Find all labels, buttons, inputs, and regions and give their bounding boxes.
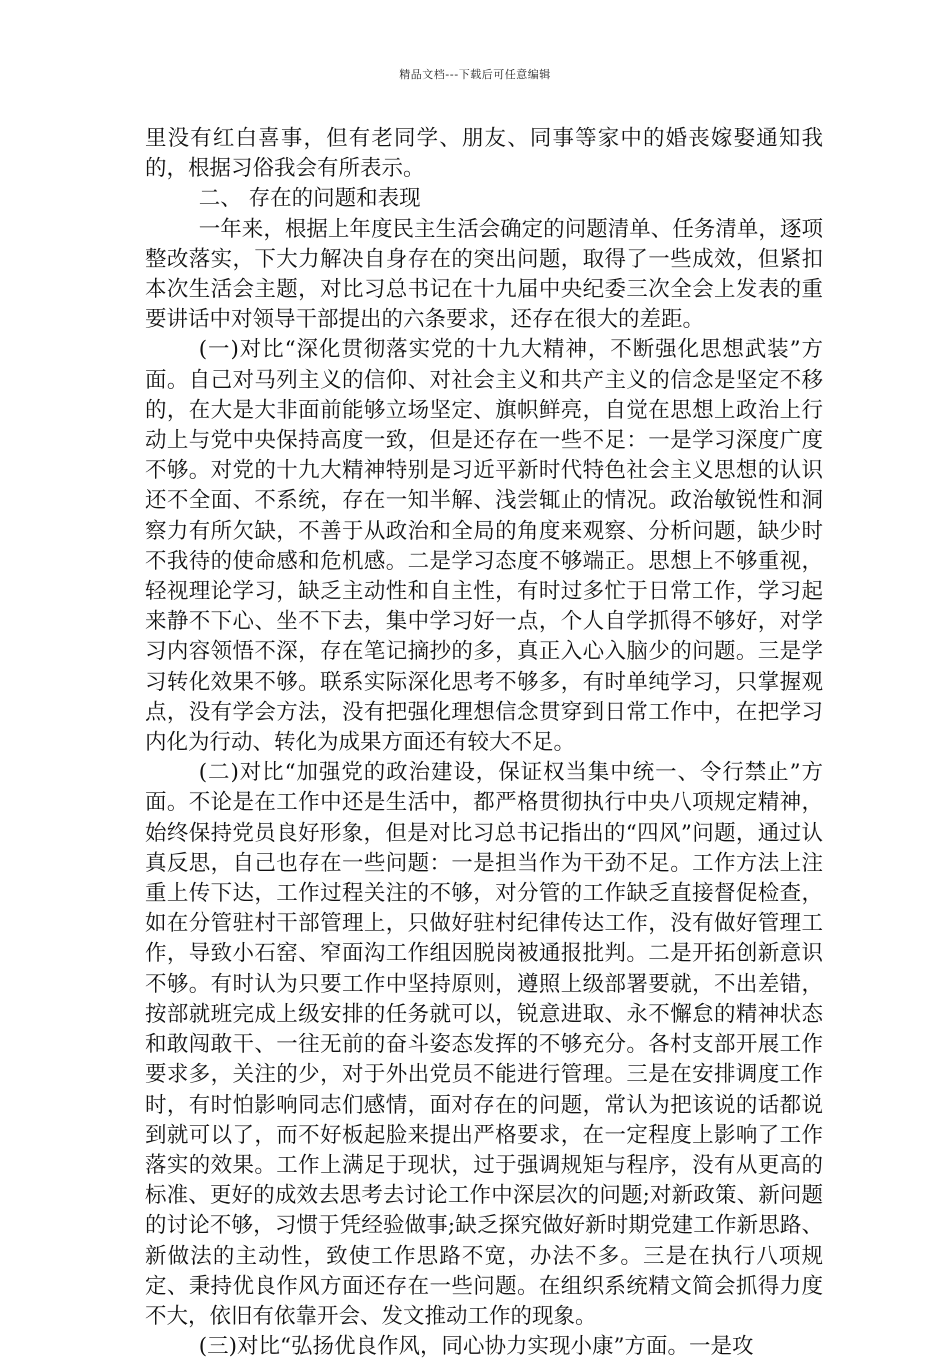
section-heading: 二、 存在的问题和表现 xyxy=(198,186,421,212)
document-body xyxy=(145,124,823,1362)
paragraph-item-2: (二)对比“加强党的政治建设，保证权当集中统一、令行禁止”方面。不论是在工作中还是生活中，都严格贯彻执行中央八项规定精神，始终保持党员良好形象，但是对比习总书记指出的“四风”问题，通过认真反思，自己也存在一些问题：一是担当作为干劲不足。工作方法上注重上传下达，工作过程关注的不够，对分管的工作缺乏直接督促检查，如在分管驻村干部管理上，只做好驻村纪律传达工作，没有做好管理工作，导致小石窑、窄面沟工作组因脱岗被通报批判。二是开拓创新意识不够。有时认为只要工作中坚持原则，遵照上级部署要就，不出差错，按部就班完成上级安排的任务就可以，锐意进取、永不懈怠的精神状态和敢闯敢干、一往无前的奋斗姿态发挥的不够充分。各村支部开展工作要求多，关注的少，对于外出党员不能进行管理。三是在安排调度工作时，有时怕影响同志们感情，面对存在的问题，常认为把该说的话都说到就可以了，而不好板起脸来提出严格要求，在一定程度上影响了工作落实的效果。工作上满足于现状，过于强调规矩与程序，没有从更高的标准、更好的成效去思考去讨论工作中深层次的问题;对新政策、新问题的讨论不够，习惯于凭经验做事;缺乏探究做好新时期党建工作新思路、新做法的主动性，致使工作思路不宽，办法不多。三是在执行八项规定、秉持优良作风方面还存在一些问题。在组织系统精文简会抓得力度不大，依旧有依靠开会、发文推动工作的现象。 xyxy=(145,760,823,1329)
paragraph-intro: 一年来，根据上年度民主生活会确定的问题清单、任务清单，逐项整改落实，下大力解决自身存在的突出问题，取得了一些成效，但紧扣本次生活会主题，对比习总书记在十九届中央纪委三次全会上发表的重要讲话中对领导干部提出的六条要求，还存在很大的差距。 xyxy=(145,216,823,333)
paragraph-item-1: (一)对比“深化贯彻落实党的十九大精神，不断强化思想武装”方面。自己对马列主义的信仰、对社会主义和共产主义的信念是坚定不移的，在大是大非面前能够立场坚定、旗帜鲜亮，自觉在思想上政治上行动上与党中央保持高度一致，但是还存在一些不足：一是学习深度广度不够。对党的十九大精神特别是习近平新时代特色社会主义思想的认识还不全面、不系统，存在一知半解、浅尝辄止的情况。政治敏锐性和洞察力有所欠缺，不善于从政治和全局的角度来观察、分析问题，缺少时不我待的使命感和危机感。二是学习态度不够端正。思想上不够重视，轻视理论学习，缺乏主动性和自主性，有时过多忙于日常工作，学习起来静不下心、坐不下去，集中学习好一点，个人自学抓得不够好，对学习内容领悟不深，存在笔记摘抄的多，真正入心入脑少的问题。三是学习转化效果不够。联系实际深化思考不够多，有时单纯学习，只掌握观点，没有学会方法，没有把强化理想信念贯穿到日常工作中，在把学习内化为行动、转化为成果方面还有较大不足。 xyxy=(145,337,823,756)
running-header: 精品文档---下载后可任意编辑 xyxy=(399,68,551,81)
paragraph-item-3: (三)对比“弘扬优良作风，同心协力实现小康”方面。一是攻 xyxy=(198,1334,754,1360)
paragraph-continuation: 里没有红白喜事，但有老同学、朋友、同事等家中的婚丧嫁娶通知我的，根据习俗我会有所表示。 xyxy=(145,126,823,182)
